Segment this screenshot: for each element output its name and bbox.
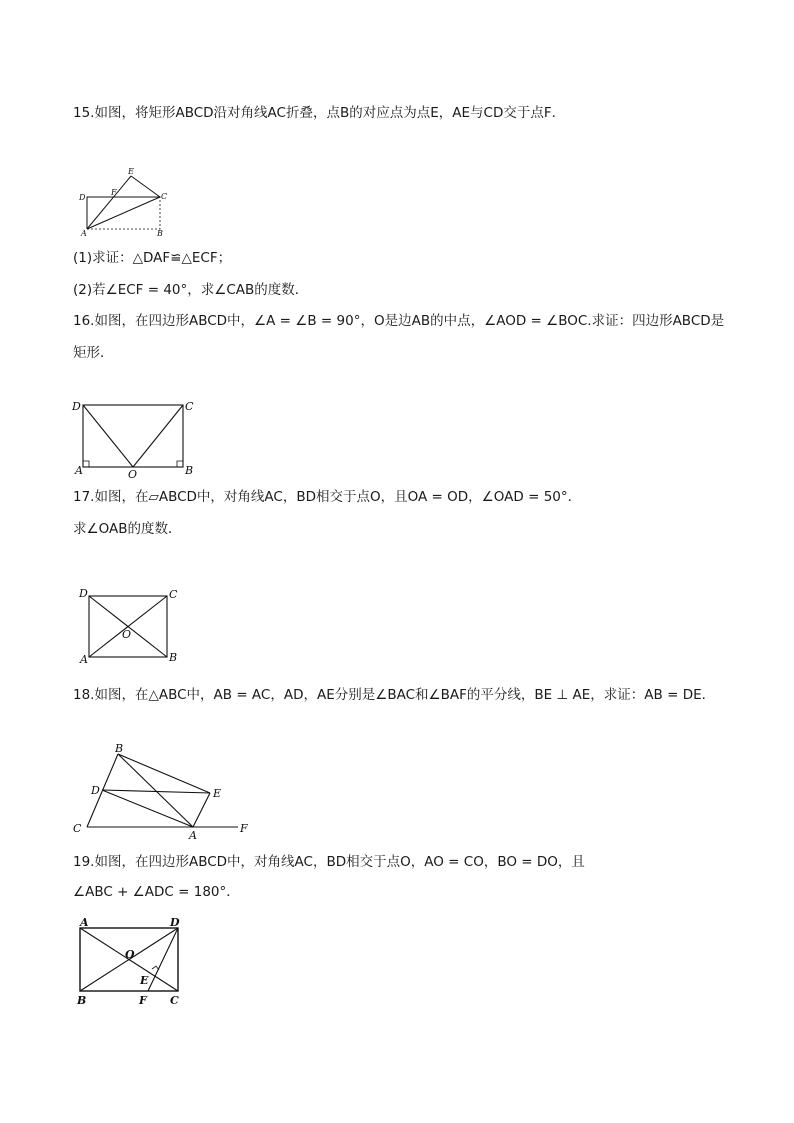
fig16-label-b: B xyxy=(185,464,194,477)
problem-19-stem-line-2: ∠ABC + ∠ADC = 180°． xyxy=(73,884,240,900)
fig18-label-b: B xyxy=(115,742,124,755)
fig15-label-e: E xyxy=(128,167,134,176)
fig15-label-a: A xyxy=(81,229,87,238)
fig18-label-d: D xyxy=(91,784,100,797)
fig16-label-c: C xyxy=(185,400,194,413)
fig16-label-a: A xyxy=(75,464,83,477)
fig19-label-a: A xyxy=(80,916,89,929)
problem-18-stem: 18.如图，在△ABC中，AB = AC，AD，AE分别是∠BAC和∠BAF的平分线，BE ⊥ AE，求证：AB = DE． xyxy=(73,687,716,703)
problem-16-stem-line-2: 矩形． xyxy=(73,345,114,361)
fig19-label-c: C xyxy=(170,994,179,1007)
problem-15-part-2: (2)若∠ECF = 40°，求∠CAB的度数． xyxy=(73,282,309,298)
problem-17-stem-line-2: 求∠OAB的度数． xyxy=(73,521,182,537)
fig18-label-f: F xyxy=(240,822,248,835)
fig17-label-c: C xyxy=(169,588,178,601)
fig18-label-e: E xyxy=(213,787,222,800)
fig18-label-c: C xyxy=(73,822,82,835)
fig16-label-d: D xyxy=(72,400,81,413)
fig19-label-d: D xyxy=(170,916,180,929)
fig17-label-o: O xyxy=(122,628,132,641)
fig19-label-b: B xyxy=(77,994,87,1007)
fig17-label-d: D xyxy=(79,587,88,600)
fig15-label-f: F xyxy=(111,188,117,197)
fig16-label-o: O xyxy=(128,468,138,481)
fig19-label-e: E xyxy=(140,974,149,987)
problem-15-stem: 15.如图，将矩形ABCD沿对角线AC折叠，点B的对应点为点E，AE与CD交于点F． xyxy=(73,105,566,121)
fig19-label-o: O xyxy=(125,948,135,961)
fig18-label-a: A xyxy=(189,829,197,842)
problem-15-part-1: (1)求证：△DAF≌△ECF； xyxy=(73,250,232,266)
fig17-label-a: A xyxy=(80,653,88,666)
fig15-label-b: B xyxy=(157,229,163,238)
problem-16-stem-line-1: 16.如图，在四边形ABCD中，∠A = ∠B = 90°，O是边AB的中点，∠AOD = ∠BOC.求证：四边形ABCD是 xyxy=(73,313,725,329)
fig15-label-d: D xyxy=(79,193,86,202)
fig19-label-f: F xyxy=(139,994,147,1007)
problem-19-stem-line-1: 19.如图，在四边形ABCD中，对角线AC，BD相交于点O，AO = CO，BO = DO，且 xyxy=(73,854,585,870)
fig17-label-b: B xyxy=(169,651,178,664)
problem-17-stem-line-1: 17.如图，在▱ABCD中，对角线AC，BD相交于点O，且OA = OD，∠OAD = 50°． xyxy=(73,489,582,505)
fig15-label-c: C xyxy=(161,192,168,201)
